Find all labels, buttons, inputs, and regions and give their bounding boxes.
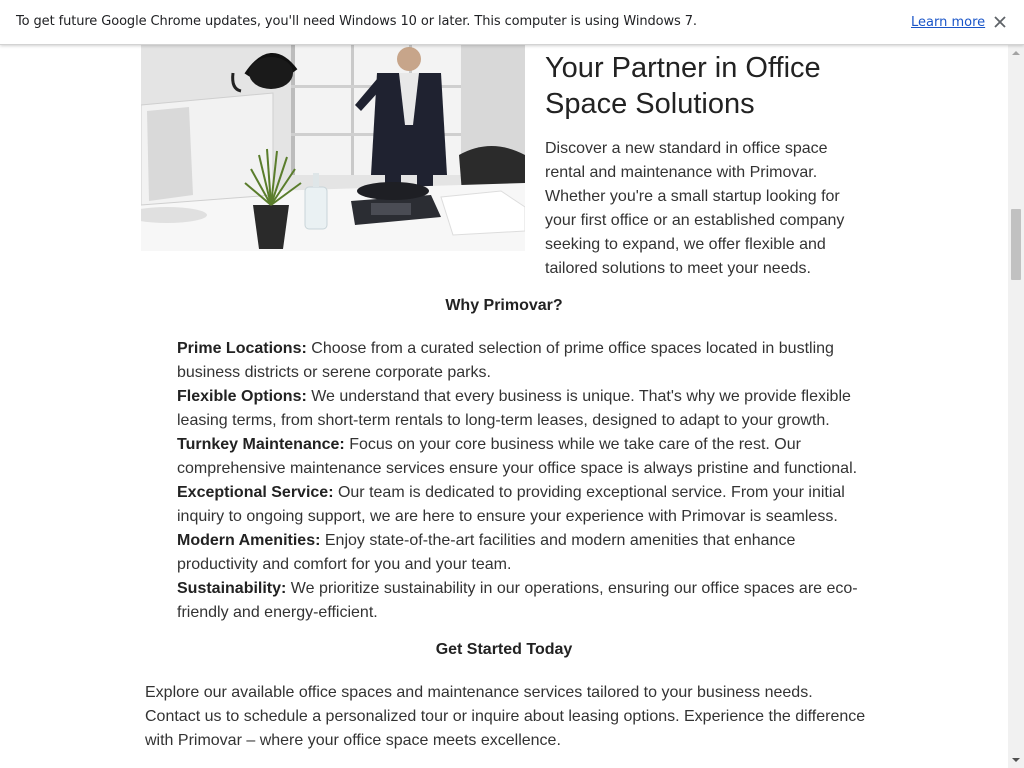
- feature-list: [177, 337, 867, 625]
- scrollbar-thumb[interactable]: [1011, 209, 1021, 280]
- feature-item: [177, 481, 867, 529]
- hero-intro: Discover a new standard in office space rental and maintenance with Primovar. Whether you're a small startup looking for your first office or an established company seeking to expand, we offer flexible and tailored solutions to meet your needs.: [545, 140, 845, 277]
- feature-text: We understand that every business is unique. That's why we provide flexible leasing terms, from short-term rentals to long-term leases, designed to adapt to your growth.: [177, 388, 851, 429]
- feature-title: Sustainability:: [177, 580, 287, 597]
- feature-title: Exceptional Service:: [177, 484, 334, 501]
- get-started-text: Explore our available office spaces and maintenance services tailored to your business needs. Contact us to schedule a personalized tour or inquire about leasing options. Experience the difference with Primovar – where your office space meets excellence.: [145, 684, 866, 749]
- feature-item: [177, 433, 867, 481]
- feature-title: Modern Amenities:: [177, 532, 321, 549]
- feature-text: We prioritize sustainability in our operations, ensuring our office spaces are eco-friendly and energy-efficient.: [177, 580, 858, 621]
- feature-title: Flexible Options:: [177, 388, 307, 405]
- scroll-down-arrow-icon[interactable]: [1008, 752, 1024, 768]
- scroll-up-arrow-icon[interactable]: [1008, 45, 1024, 61]
- feature-text: Enjoy state-of-the-art facilities and modern amenities that enhance productivity and comfort for you and your team.: [177, 532, 796, 573]
- feature-item: [177, 337, 867, 385]
- learn-more-link[interactable]: Learn more: [911, 15, 986, 30]
- feature-text: Focus on your core business while we take care of the rest. Our comprehensive maintenance services ensure your office space is always pristine and functional.: [177, 436, 858, 477]
- infobar-message: To get future Google Chrome updates, you'll need Windows 10 or later. This computer is using Windows 7.: [16, 14, 697, 29]
- feature-title: Prime Locations:: [177, 340, 307, 357]
- feature-item: [177, 529, 867, 577]
- feature-title: Turnkey Maintenance:: [177, 436, 345, 453]
- why-heading: Why Primovar?: [445, 297, 563, 314]
- office-desk-photo: [141, 45, 525, 251]
- get-started-heading: Get Started Today: [435, 641, 573, 658]
- chrome-update-infobar: [0, 0, 1024, 45]
- feature-text: Our team is dedicated to providing exceptional service. From your initial inquiry to ongoing support, we are here to ensure your experience with Primovar is seamless.: [177, 484, 845, 525]
- feature-item: [177, 577, 867, 625]
- feature-text: Choose from a curated selection of prime office spaces located in bustling business districts or serene corporate parks.: [177, 340, 834, 381]
- page-content: [0, 45, 1008, 768]
- hero-title: Your Partner in Office Space Solutions: [545, 52, 821, 120]
- close-icon[interactable]: [990, 12, 1010, 32]
- feature-item: [177, 385, 867, 433]
- page-scrollbar[interactable]: [1008, 45, 1024, 768]
